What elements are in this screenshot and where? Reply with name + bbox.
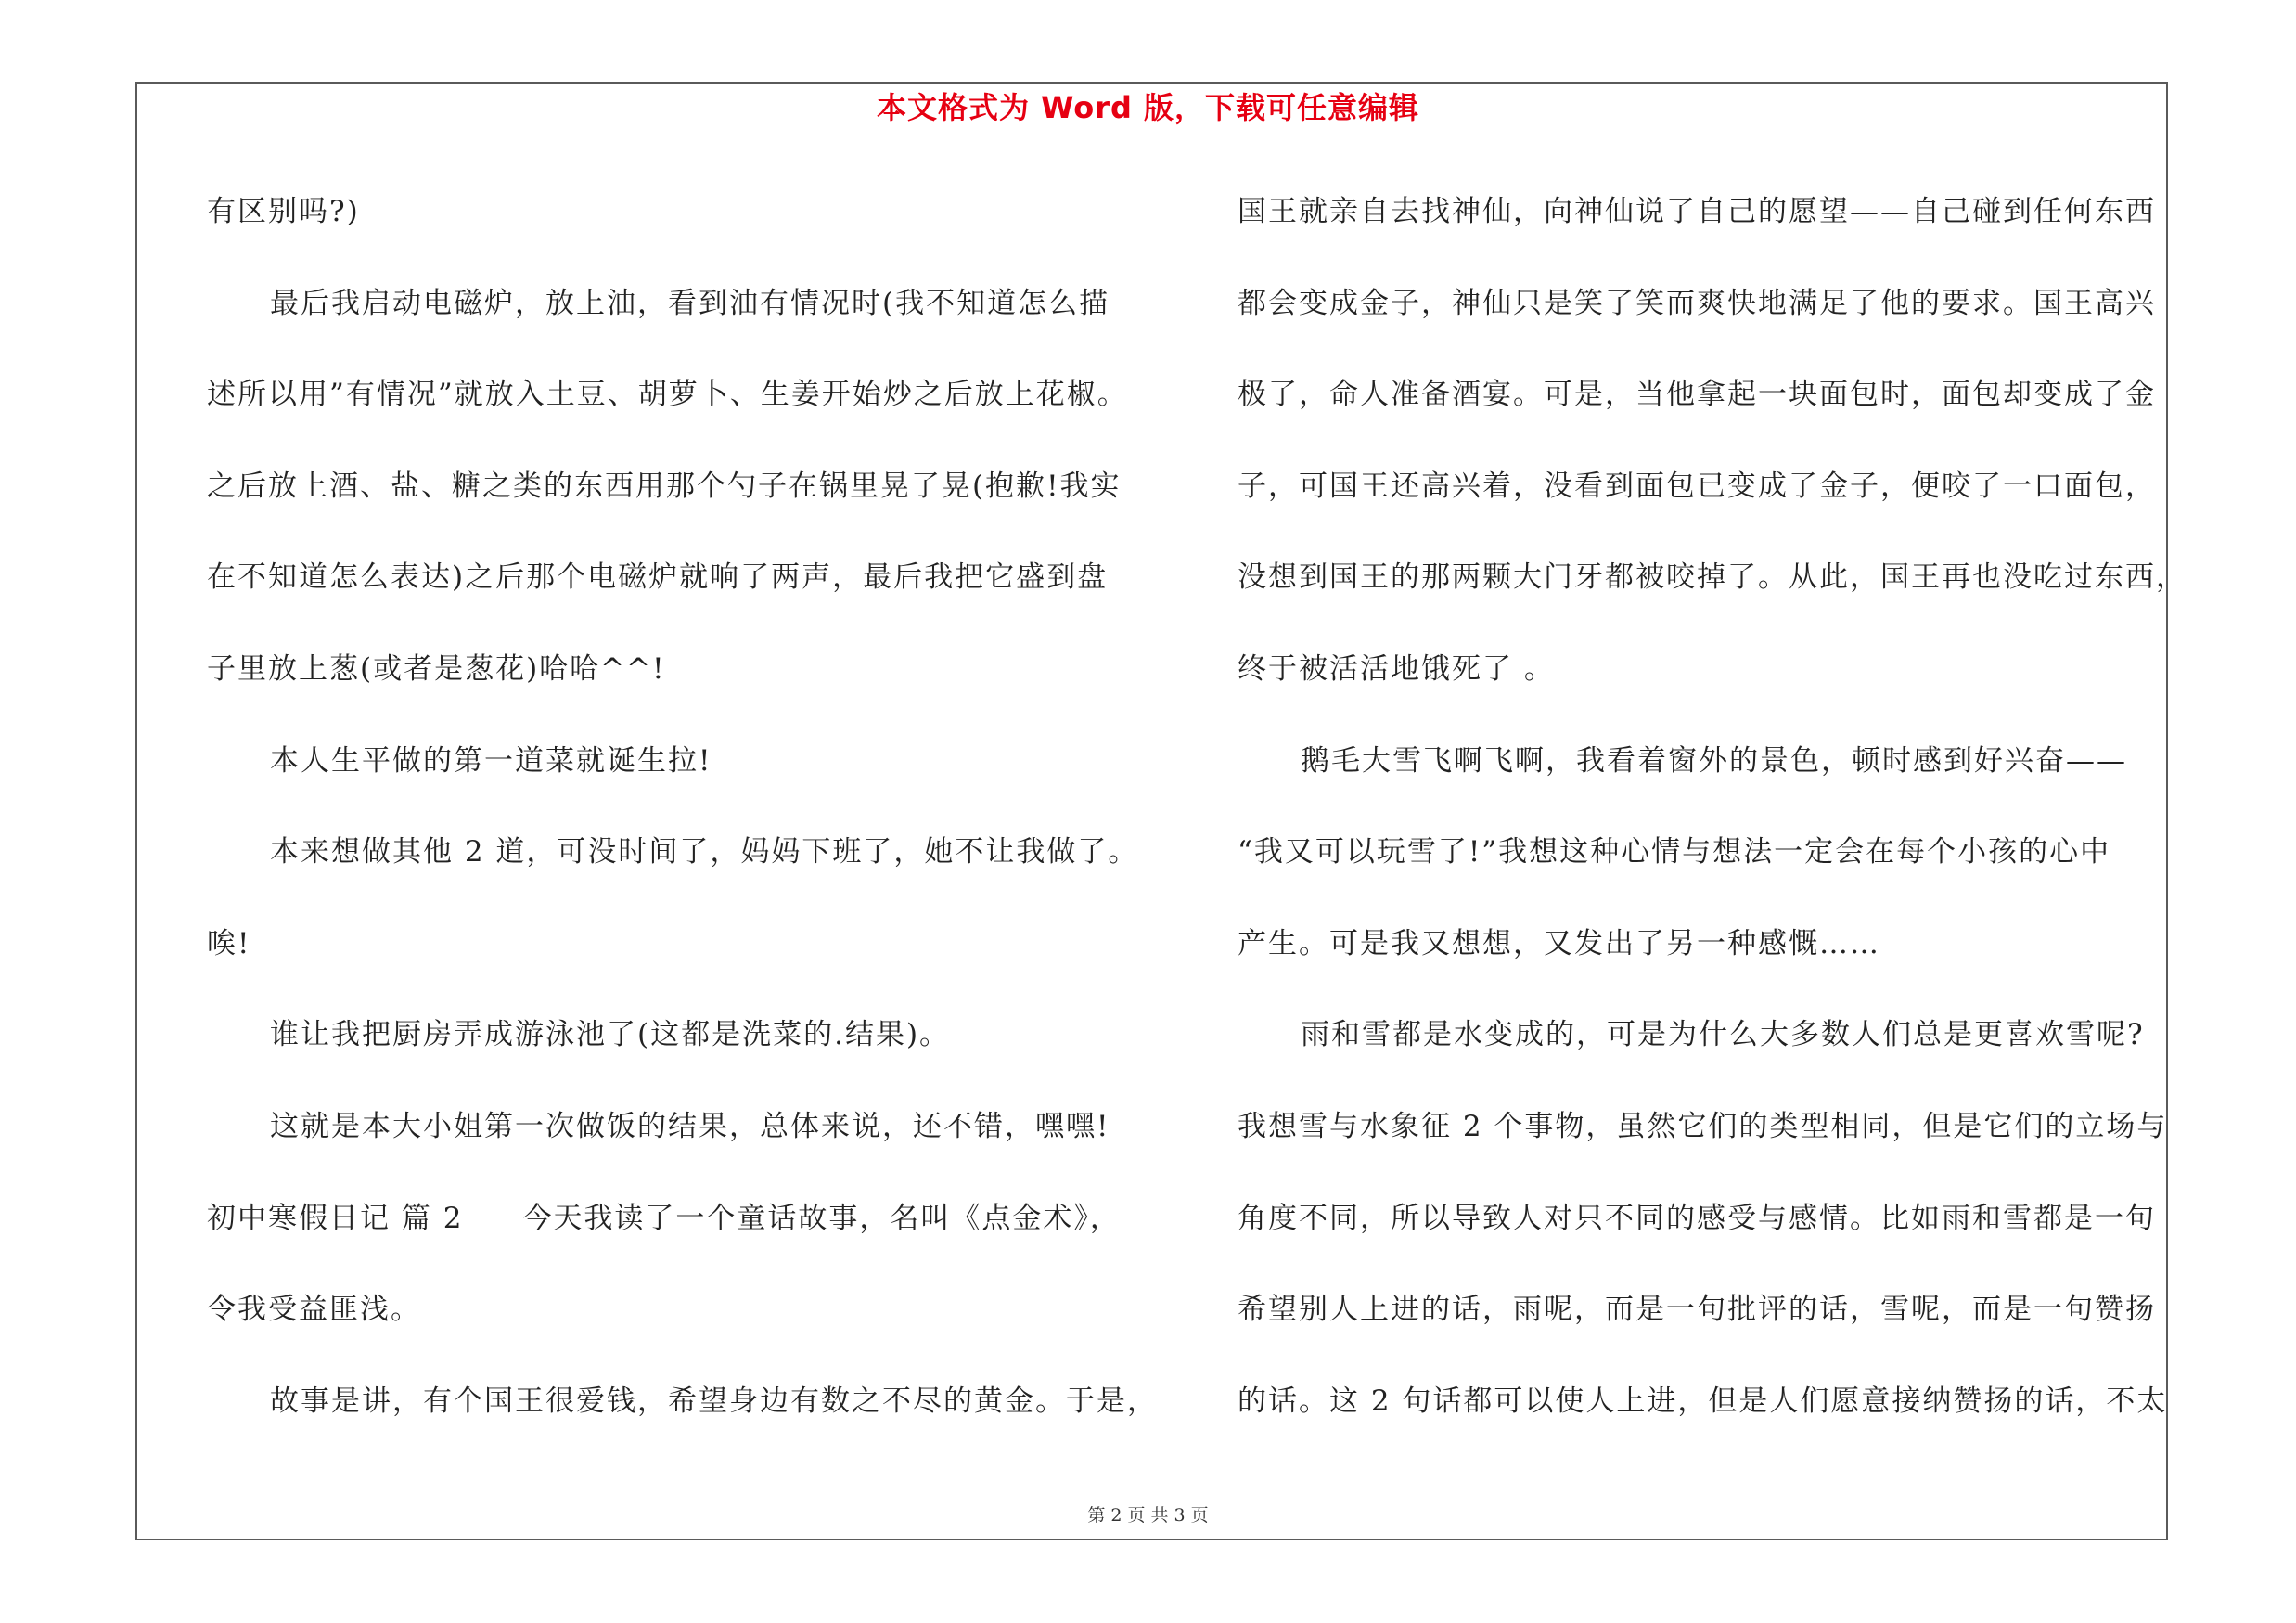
left-column xyxy=(207,166,1172,1447)
text-line: 国王就亲自去找神仙，向神仙说了自己的愿望——自己碰到任何东西 xyxy=(1238,195,2156,228)
text-line: 谁让我把厨房弄成游泳池了(这都是洗菜的.结果)。 xyxy=(270,1018,951,1052)
text-line: 故事是讲，有个国王很爱钱，希望身边有数之不尽的黄金。于是， xyxy=(270,1384,1158,1418)
text-line: 子里放上葱(或者是葱花)哈哈^^! xyxy=(207,651,666,686)
text-line: 述所以用”有情况”就放入土豆、胡萝卜、生姜开始炒之后放上花椒。 xyxy=(207,378,1128,412)
text-line: 令我受益匪浅。 xyxy=(207,1293,421,1327)
text-line: 我想雪与水象征 2 个事物，虽然它们的类型相同，但是它们的立场与 xyxy=(1238,1109,2168,1143)
text-line: 本来想做其他 2 道，可没时间了，妈妈下班了，她不让我做了。 xyxy=(270,835,1139,869)
text-line: 这就是本大小姐第一次做饭的结果，总体来说，还不错，嘿嘿! xyxy=(270,1109,1110,1143)
text-line: 没想到国王的那两颗大门牙都被咬掉了。从此，国王再也没吃过东西， xyxy=(1238,560,2187,595)
text-line: 之后放上酒、盐、糖之类的东西用那个勺子在锅里晃了晃(抱歉!我实 xyxy=(207,469,1122,503)
text-line: 雨和雪都是水变成的，可是为什么大多数人们总是更喜欢雪呢? xyxy=(1301,1018,2145,1052)
text-line: 唉! xyxy=(207,926,251,960)
text-line: 的话。这 2 句话都可以使人上进，但是人们愿意接纳赞扬的话，不太 xyxy=(1238,1384,2168,1418)
text-line: 子，可国王还高兴着，没看到面包已变成了金子，便咬了一口面包， xyxy=(1238,469,2156,503)
text-line: “我又可以玩雪了!”我想这种心情与想法一定会在每个小孩的心中 xyxy=(1238,835,2111,869)
text-line: 有区别吗?) xyxy=(207,195,360,228)
text-line: 终于被活活地饿死了 。 xyxy=(1238,651,1555,686)
format-notice: 本文格式为 Word 版，下载可任意编辑 xyxy=(876,90,1420,125)
text-line: 最后我启动电磁炉，放上油，看到油有情况时(我不知道怎么描 xyxy=(270,286,1110,320)
text-line: 鹅毛大雪飞啊飞啊，我看着窗外的景色，顿时感到好兴奋—— xyxy=(1301,743,2127,778)
text-line: 希望别人上进的话，雨呢，而是一句批评的话，雪呢，而是一句赞扬 xyxy=(1238,1293,2156,1327)
text-line: 极了，命人准备酒宴。可是，当他拿起一块面包时，面包却变成了金 xyxy=(1238,378,2156,412)
page-number: 第 2 页 共 3 页 xyxy=(1087,1505,1209,1526)
text-line xyxy=(207,1173,1172,1265)
text-line: 角度不同，所以导致人对只不同的感受与感情。比如雨和雪都是一句 xyxy=(1238,1201,2156,1235)
text-line: 都会变成金子，神仙只是笑了笑而爽快地满足了他的要求。国王高兴 xyxy=(1238,286,2156,320)
text-line: 在不知道怎么表达)之后那个电磁炉就响了两声，最后我把它盛到盘 xyxy=(207,560,1109,595)
text-line-content: 今天我读了一个童话故事，名叫《点金术》， xyxy=(522,1201,1121,1235)
diary-entry-heading: 初中寒假日记 篇 2 xyxy=(207,1201,464,1235)
right-column xyxy=(1238,166,2187,1447)
text-line: 产生。可是我又想想，又发出了另一种感慨…… xyxy=(1238,926,1880,960)
text-line: 本人生平做的第一道菜就诞生拉! xyxy=(270,743,712,778)
